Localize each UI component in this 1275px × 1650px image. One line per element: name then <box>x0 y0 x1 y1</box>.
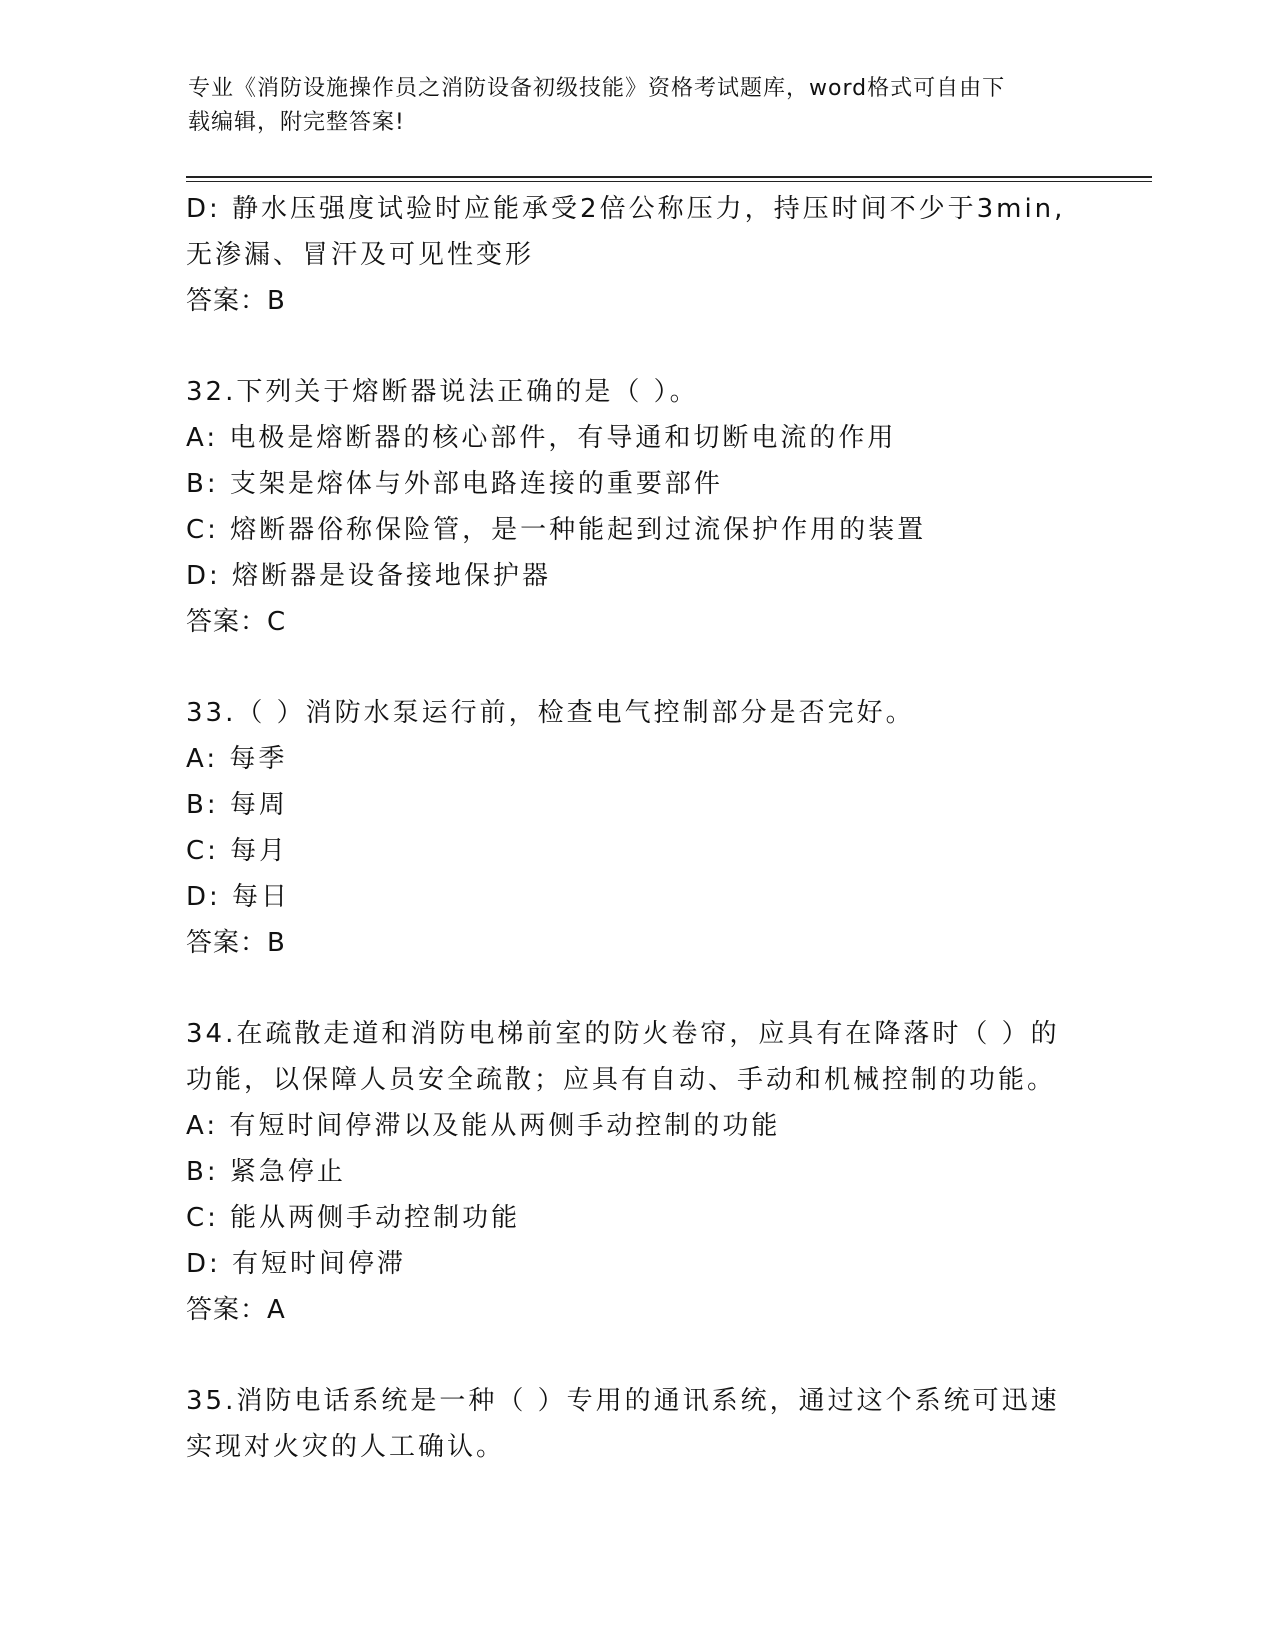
option-b: B: 支架是熔体与外部电路连接的重要部件 <box>186 469 723 499</box>
document-header <box>188 72 1068 140</box>
option-d: D: 熔断器是设备接地保护器 <box>186 561 552 591</box>
question-stem: 32.下列关于熔断器说法正确的是（ ）。 <box>186 377 699 407</box>
option-b: B: 紧急停止 <box>186 1157 346 1187</box>
option-d: D: 有短时间停滞 <box>186 1249 407 1279</box>
question-31-tail <box>186 186 1086 324</box>
question-list <box>186 186 1086 1470</box>
spacer <box>186 645 1086 690</box>
question-34 <box>186 1011 1086 1333</box>
question-stem-line-1: 34.在疏散走道和消防电梯前室的防火卷帘，应具有在降落时（ ）的 <box>186 1019 1060 1049</box>
question-32 <box>186 369 1086 645</box>
spacer <box>186 1333 1086 1378</box>
question-33 <box>186 690 1086 966</box>
header-divider <box>186 176 1152 182</box>
answer: 答案：B <box>186 286 286 316</box>
question-35 <box>186 1378 1086 1470</box>
answer: 答案：B <box>186 928 286 958</box>
header-line-1: 专业《消防设施操作员之消防设备初级技能》资格考试题库，word格式可自由下 <box>188 76 1006 101</box>
option-a: A: 有短时间停滞以及能从两侧手动控制的功能 <box>186 1111 781 1141</box>
option-d-line-1: D: 静水压强度试验时应能承受2倍公称压力，持压时间不少于3min, <box>186 194 1066 224</box>
option-c: C: 能从两侧手动控制功能 <box>186 1203 521 1233</box>
answer: 答案：C <box>186 607 287 637</box>
option-d-line-2: 无渗漏、冒汗及可见性变形 <box>186 240 535 270</box>
question-stem-line-1: 35.消防电话系统是一种（ ）专用的通讯系统，通过这个系统可迅速 <box>186 1386 1060 1416</box>
question-stem-line-2: 实现对火灾的人工确认。 <box>186 1432 506 1462</box>
question-stem-line-2: 功能，以保障人员安全疏散；应具有自动、手动和机械控制的功能。 <box>186 1065 1057 1095</box>
option-a: A: 电极是熔断器的核心部件，有导通和切断电流的作用 <box>186 423 897 453</box>
header-line-2: 载编辑，附完整答案! <box>188 110 405 135</box>
question-stem: 33.（ ）消防水泵运行前，检查电气控制部分是否完好。 <box>186 698 915 728</box>
option-a: A: 每季 <box>186 744 288 774</box>
option-c: C: 每月 <box>186 836 289 866</box>
answer: 答案：A <box>186 1295 286 1325</box>
option-c: C: 熔断器俗称保险管，是一种能起到过流保护作用的装置 <box>186 515 927 545</box>
option-d: D: 每日 <box>186 882 291 912</box>
option-b: B: 每周 <box>186 790 288 820</box>
spacer <box>186 966 1086 1011</box>
spacer <box>186 324 1086 369</box>
